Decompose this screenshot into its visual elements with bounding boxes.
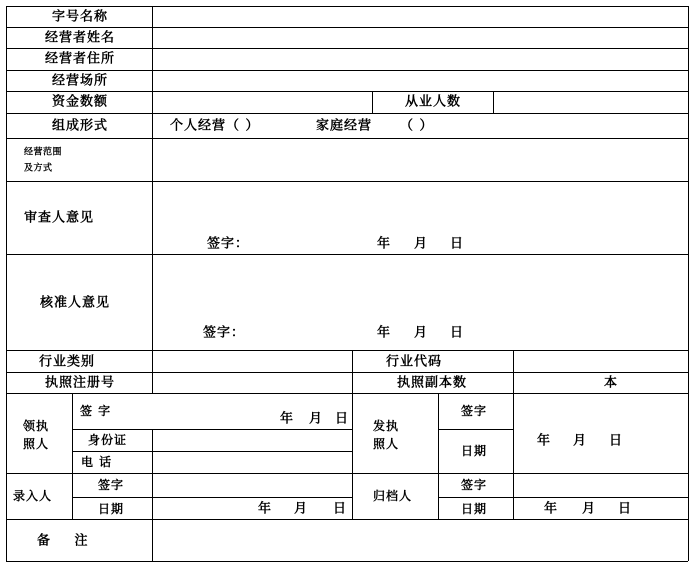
receiver-year: 年 — [280, 411, 295, 427]
receiver-signature-label: 签 字 — [80, 404, 112, 418]
grid-line — [6, 254, 688, 255]
grid-line — [6, 181, 688, 182]
business-premises-label: 经营场所 — [51, 73, 109, 89]
copies-unit-label: 本 — [603, 375, 619, 391]
issuer-date-label: 日期 — [461, 444, 488, 458]
license-copies-label: 执照副本数 — [396, 375, 468, 391]
receiver-label-2: 照人 — [23, 437, 50, 451]
issuer-label-2: 照人 — [373, 437, 400, 451]
operator-residence-label: 经营者住所 — [44, 51, 116, 67]
grid-line — [513, 473, 514, 519]
grid-line — [493, 91, 494, 113]
grid-line — [72, 393, 73, 519]
grid-line — [688, 6, 689, 561]
issuer-signature-label: 签字 — [461, 404, 488, 418]
business-scope-label-2: 及方式 — [24, 163, 53, 174]
archiver-label: 归档人 — [373, 489, 413, 503]
grid-line — [352, 350, 353, 519]
remarks-label: 备 注 — [37, 533, 98, 549]
entry-year: 年 — [258, 501, 273, 517]
entry-date-label: 日期 — [98, 502, 125, 516]
reviewer-day: 日 — [450, 236, 465, 252]
entry-month: 月 — [294, 501, 309, 517]
industry-category-label: 行业类别 — [38, 354, 96, 370]
reviewer-year: 年 — [377, 236, 392, 252]
receiver-month: 月 — [309, 411, 324, 427]
family-operation-option: 家庭经营 — [316, 118, 373, 134]
business-scope-label: 经营范围 — [24, 147, 63, 158]
receiver-day: 日 — [335, 411, 350, 427]
grid-line — [72, 429, 352, 430]
entry-signature-label: 签字 — [98, 478, 125, 492]
grid-line — [6, 70, 688, 71]
grid-line — [6, 113, 688, 114]
family-operation-paren: （ ） — [400, 118, 434, 134]
phone-label: 电 话 — [81, 455, 113, 469]
grid-line — [6, 350, 688, 351]
grid-line — [438, 497, 688, 498]
archiver-signature-label: 签字 — [461, 478, 488, 492]
operator-name-label: 经营者姓名 — [44, 30, 116, 46]
organization-form-label: 组成形式 — [51, 118, 109, 134]
grid-line — [152, 429, 153, 519]
grid-line — [6, 372, 688, 373]
approver-signature-label: 签字： — [203, 325, 246, 341]
grid-line — [6, 138, 688, 139]
approver-opinion-label: 核准人意见 — [40, 295, 111, 311]
grid-line — [6, 48, 688, 49]
grid-line — [6, 6, 7, 561]
approver-month: 月 — [414, 325, 429, 341]
archiver-year: 年 — [544, 501, 559, 517]
grid-line — [438, 393, 439, 519]
grid-line — [72, 497, 352, 498]
approver-year: 年 — [377, 325, 392, 341]
license-reg-no-label: 执照注册号 — [44, 375, 116, 391]
issuer-month: 月 — [573, 433, 588, 449]
grid-line — [6, 27, 688, 28]
grid-line — [6, 393, 688, 394]
grid-line — [6, 473, 688, 474]
grid-line — [6, 6, 688, 7]
archiver-date-label: 日期 — [461, 502, 488, 516]
archiver-day: 日 — [618, 501, 633, 517]
grid-line — [372, 91, 373, 113]
archiver-month: 月 — [582, 501, 597, 517]
capital-amount-label: 资金数额 — [51, 94, 109, 110]
issuer-label: 发执 — [373, 419, 400, 433]
id-card-label: 身份证 — [88, 433, 128, 447]
entry-person-label: 录入人 — [13, 489, 53, 503]
reviewer-month: 月 — [414, 236, 429, 252]
entry-day: 日 — [333, 501, 348, 517]
issuer-year: 年 — [537, 433, 552, 449]
grid-line — [6, 561, 688, 562]
grid-line — [438, 429, 513, 430]
issuer-day: 日 — [609, 433, 624, 449]
grid-line — [72, 451, 352, 452]
trade-name-label: 字号名称 — [51, 9, 109, 25]
grid-line — [513, 393, 514, 473]
reviewer-signature-label: 签字： — [207, 236, 250, 252]
grid-line — [152, 6, 153, 350]
grid-line — [6, 91, 688, 92]
industry-code-label: 行业代码 — [385, 354, 443, 370]
employees-count-label: 从业人数 — [404, 94, 462, 110]
grid-line — [152, 519, 153, 561]
grid-line — [6, 519, 688, 520]
reviewer-opinion-label: 审查人意见 — [24, 210, 95, 226]
grid-line — [152, 350, 153, 393]
individual-operation-option: 个人经营（ ） — [170, 118, 260, 134]
grid-line — [513, 350, 514, 393]
approver-day: 日 — [450, 325, 465, 341]
receiver-label: 领执 — [23, 419, 50, 433]
